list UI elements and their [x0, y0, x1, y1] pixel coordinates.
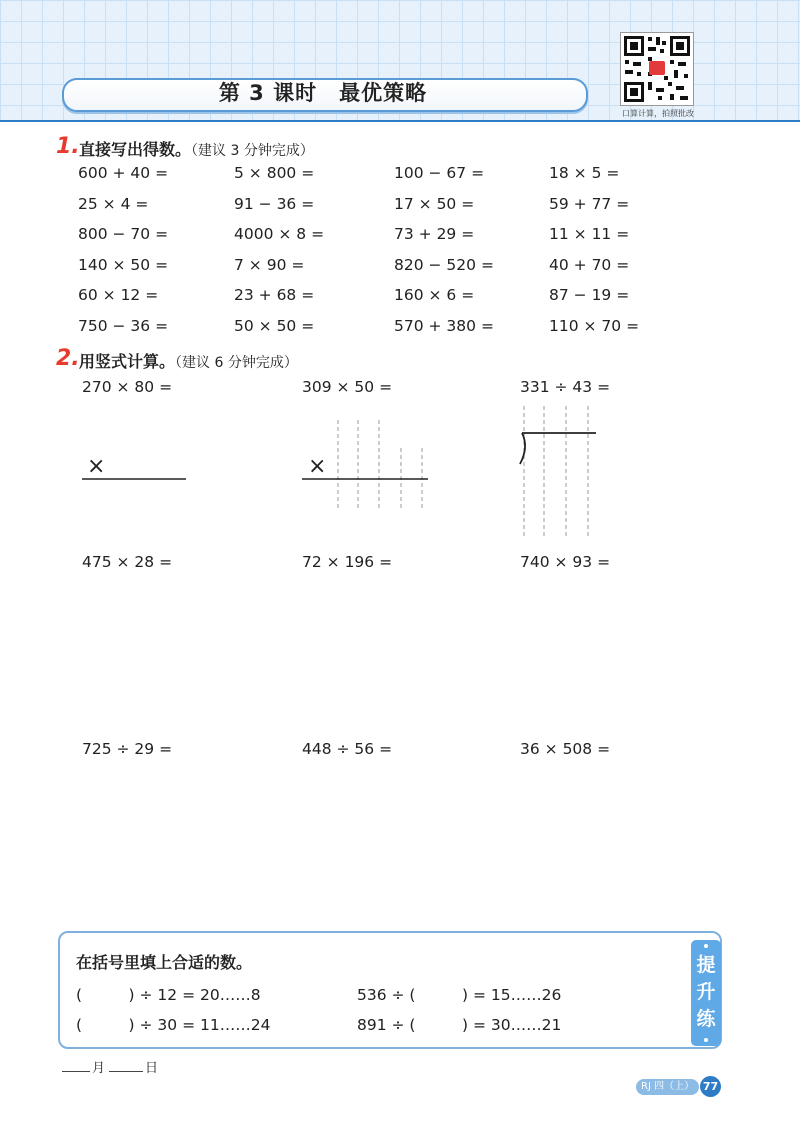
section-2-title-text: 用竖式计算。 [79, 352, 176, 371]
section-2-hint: （建议 6 分钟完成） [175, 355, 298, 371]
column-problem: 36 × 508 = [520, 740, 611, 758]
practice-side-tab [691, 940, 721, 1046]
column-problem: 270 × 80 = [82, 378, 173, 396]
mental-math-problem: 570 + 380 = [394, 316, 494, 335]
mental-math-problem: 17 × 50 = [394, 194, 475, 213]
side-tab-dot [704, 944, 708, 948]
edition-badge: RJ 四（上） [636, 1079, 699, 1095]
column-problem: 475 × 28 = [82, 553, 173, 571]
challenge-item: ( ) ÷ 12 = 20……8 [76, 986, 261, 1004]
month-label: 月 [92, 1061, 106, 1076]
mental-math-problem: 110 × 70 = [549, 316, 640, 335]
column-problem: 331 ÷ 43 = [520, 378, 611, 396]
mental-math-problem: 91 − 36 = [234, 194, 315, 213]
mental-math-problem: 50 × 50 = [234, 316, 315, 335]
mental-math-problem: 87 − 19 = [549, 286, 630, 304]
page-number: 77 [700, 1076, 721, 1097]
challenge-title: 在括号里填上合适的数。 [76, 953, 253, 972]
month-blank[interactable] [62, 1071, 90, 1072]
mental-math-problem: 25 × 4 = [78, 194, 149, 213]
mental-math-problem: 4000 × 8 = [234, 225, 325, 243]
column-problem: 72 × 196 = [302, 553, 393, 571]
mental-math-problem: 100 − 67 = [394, 164, 485, 182]
page-title: 第 3 课时 最优策略 [218, 81, 428, 105]
section-2-number: 2. [56, 346, 80, 371]
section-1-title [79, 137, 314, 160]
qr-caption: 口算计算，拍照批改 [622, 109, 694, 118]
section-2-title [79, 349, 298, 372]
mental-math-problem: 73 + 29 = [394, 225, 475, 243]
mental-math-problem: 60 × 12 = [78, 286, 159, 304]
mental-math-problem: 750 − 36 = [78, 316, 169, 335]
division-guide [514, 404, 604, 540]
side-tab-char: 练 [696, 1008, 716, 1030]
column-problem: 309 × 50 = [302, 378, 393, 396]
column-problem: 740 × 93 = [520, 553, 611, 571]
mental-math-problem: 11 × 11 = [549, 225, 630, 243]
mental-math-problem: 40 + 70 = [549, 255, 630, 274]
mental-math-problem: 820 − 520 = [394, 255, 494, 274]
day-blank[interactable] [109, 1071, 143, 1072]
column-problem: 725 ÷ 29 = [82, 740, 173, 758]
challenge-item: ( ) ÷ 30 = 11……24 [76, 1016, 271, 1034]
side-tab-char: 升 [696, 981, 716, 1003]
section-1-title-text: 直接写出得数。 [79, 140, 192, 159]
multiply-sign: × [308, 454, 327, 479]
column-problem: 448 ÷ 56 = [302, 740, 393, 758]
mental-math-problem: 160 × 6 = [394, 286, 475, 304]
mental-math-problem: 5 × 800 = [234, 164, 315, 182]
calc-guide-grid [300, 418, 432, 510]
challenge-item: 891 ÷ ( ) = 30……21 [357, 1016, 562, 1034]
day-label: 日 [145, 1061, 159, 1076]
multiply-sign: × [87, 454, 106, 479]
section-1-hint: （建议 3 分钟完成） [191, 143, 314, 159]
calc-guide-line [80, 476, 190, 482]
mental-math-problem: 59 + 77 = [549, 194, 630, 213]
mental-math-problem: 140 × 50 = [78, 255, 169, 274]
mental-math-problem: 800 − 70 = [78, 225, 169, 243]
mental-math-problem: 23 + 68 = [234, 286, 315, 304]
mental-math-problem: 600 + 40 = [78, 164, 169, 182]
mental-math-problem: 18 × 5 = [549, 164, 620, 182]
side-tab-dot [704, 1038, 708, 1042]
side-tab-char: 提 [696, 954, 716, 976]
mental-math-problem: 7 × 90 = [234, 255, 305, 274]
challenge-item: 536 ÷ ( ) = 15……26 [357, 986, 562, 1004]
section-1-number: 1. [56, 134, 80, 159]
qr-code-icon[interactable] [620, 32, 694, 106]
